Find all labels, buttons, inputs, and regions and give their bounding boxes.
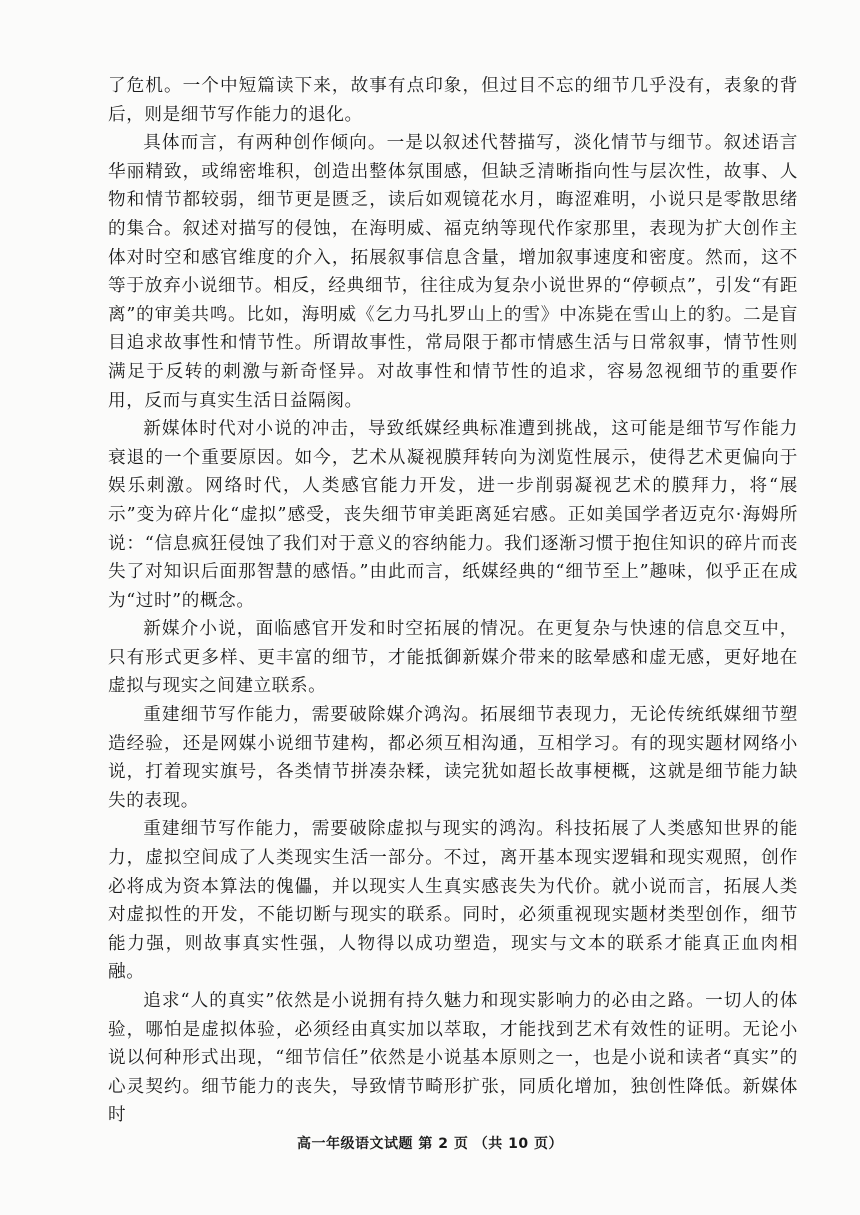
paragraph-1: 了危机。一个中短篇读下来，故事有点印象，但过目不忘的细节几乎没有，表象的背后，则是细节写作能力的退化。 [108, 76, 798, 125]
article-body [108, 72, 798, 1130]
paragraph-7: 追求“人的真实”依然是小说拥有持久魅力和现实影响力的必由之路。一切人的体验，哪怕是虚拟体验，必须经由真实加以萃取，才能找到艺术有效性的证明。无论小说以何种形式出现，“细节信任”依然是小说基本原则之一，也是小说和读者“真实”的心灵契约。细节能力的丧失，导致情节畸形扩张，同质化增加，独创性降低。新媒体时 [108, 991, 798, 1126]
paragraph-4: 新媒介小说，面临感官开发和时空拓展的情况。在更复杂与快速的信息交互中，只有形式更多样、更丰富的细节，才能抵御新媒介带来的眩晕感和虚无感，更好地在虚拟与现实之间建立联系。 [108, 619, 798, 697]
page-footer: 高一年级语文试题 第 2 页 （共 10 页） [297, 1136, 563, 1152]
paragraph-3: 新媒体时代对小说的冲击，导致纸媒经典标准遭到挑战，这可能是细节写作能力衰退的一个重要原因。如今，艺术从凝视膜拜转向为浏览性展示，使得艺术更偏向于娱乐刺激。网络时代，人类感官能力开发，进一步削弱凝视艺术的膜拜力，将“展示”变为碎片化“虚拟”感受，丧失细节审美距离延宕感。正如美国学者迈克尔·海姆所说：“信息疯狂侵蚀了我们对于意义的容纳能力。我们逐渐习惯于抱住知识的碎片而丧失了对知识后面那智慧的感悟。”由此而言，纸媒经典的“细节至上”趣味，似乎正在成为“过时”的概念。 [108, 419, 798, 611]
paragraph-2: 具体而言，有两种创作倾向。一是以叙述代替描写，淡化情节与细节。叙述语言华丽精致，或绵密堆积，创造出整体氛围感，但缺乏清晰指向性与层次性，故事、人物和情节都较弱，细节更是匮乏，读后如观镜花水月，晦涩难明，小说只是零散思绪的集合。叙述对描写的侵蚀，在海明威、福克纳等现代作家那里，表现为扩大创作主体对时空和感官维度的介入，拓展叙事信息含量，增加叙事速度和密度。然而，这不等于放弃小说细节。相反，经典细节，往往成为复杂小说世界的“停顿点”，引发“有距离”的审美共鸣。比如，海明威《乞力马扎罗山上的雪》中冻毙在雪山上的豹。二是盲目追求故事性和情节性。所谓故事性，常局限于都市情感生活与日常叙事，情节性则满足于反转的刺激与新奇怪异。对故事性和情节性的追求，容易忽视细节的重要作用，反而与真实生活日益隔阂。 [108, 133, 798, 411]
paragraph-5: 重建细节写作能力，需要破除媒介鸿沟。拓展细节表现力，无论传统纸媒细节塑造经验，还是网媒小说细节建构，都必须互相沟通，互相学习。有的现实题材网络小说，打着现实旗号，各类情节拼凑杂糅，读完犹如超长故事梗概，这就是细节能力缺失的表现。 [108, 705, 798, 811]
paragraph-6: 重建细节写作能力，需要破除虚拟与现实的鸿沟。科技拓展了人类感知世界的能力，虚拟空间成了人类现实生活一部分。不过，离开基本现实逻辑和现实观照，创作必将成为资本算法的傀儡，并以现实人生真实感丧失为代价。就小说而言，拓展人类对虚拟性的开发，不能切断与现实的联系。同时，必须重视现实题材类型创作，细节能力强，则故事真实性强，人物得以成功塑造，现实与文本的联系才能真正血肉相融。 [108, 819, 798, 983]
